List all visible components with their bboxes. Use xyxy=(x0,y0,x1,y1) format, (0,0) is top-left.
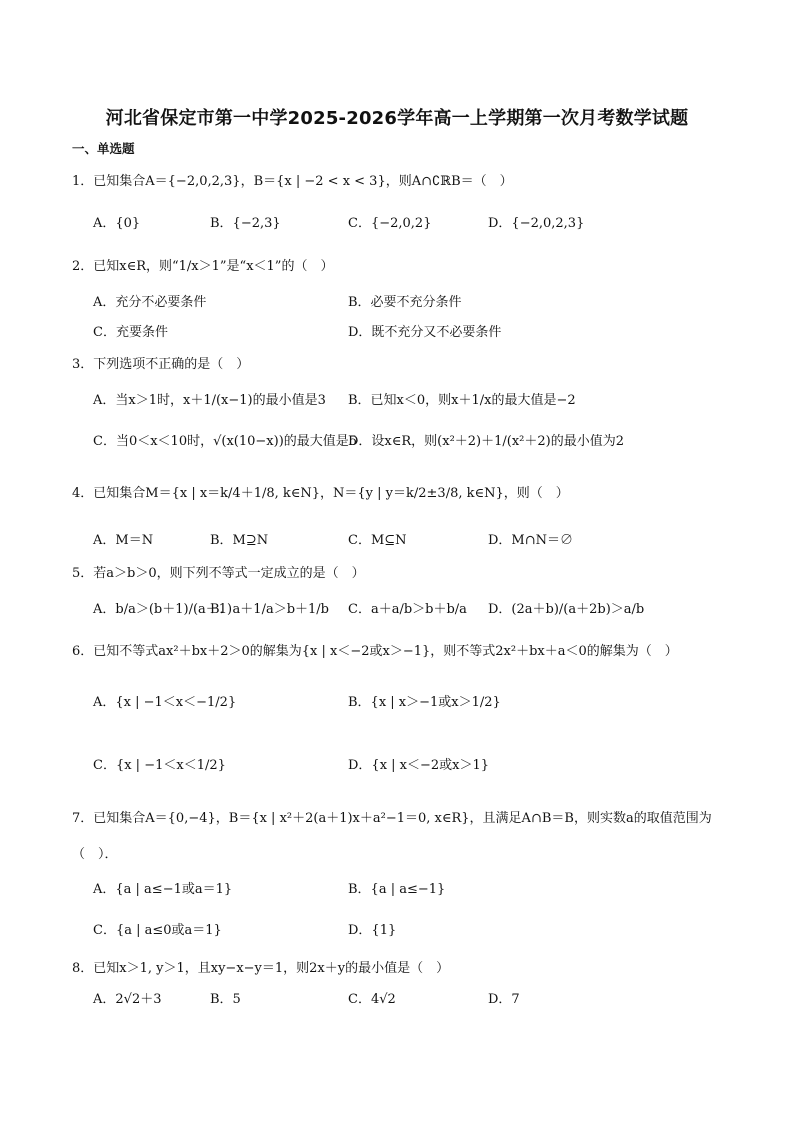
question-3-stem: 3．下列选项不正确的是（ ） xyxy=(72,357,250,372)
question-7-option-d[interactable]: D．{1} xyxy=(348,923,397,938)
question-1-option-d[interactable]: D．{−2,0,2,3} xyxy=(488,216,585,231)
question-2-option-a[interactable]: A．充分不必要条件 xyxy=(93,295,207,310)
question-8-option-a[interactable]: A．2√2＋3 xyxy=(93,992,162,1007)
question-5-stem: 5．若a＞b＞0，则下列不等式一定成立的是（ ） xyxy=(72,566,365,581)
question-2-stem: 2．已知x∈R，则“1/x＞1”是“x＜1”的（ ） xyxy=(72,259,334,274)
question-6-option-c[interactable]: C．{x | −1＜x＜1/2} xyxy=(93,758,226,773)
question-1-option-c[interactable]: C．{−2,0,2} xyxy=(348,216,432,231)
question-8-option-d[interactable]: D．7 xyxy=(488,992,520,1007)
question-5-option-d[interactable]: D．(2a＋b)/(a＋2b)＞a/b xyxy=(488,602,645,617)
question-6-stem: 6．已知不等式ax²＋bx＋2＞0的解集为{x | x＜−2或x＞−1}，则不等式2x²＋bx＋a＜0的解集为（ ） xyxy=(72,644,678,659)
question-7-option-a[interactable]: A．{a | a≤−1或a＝1} xyxy=(93,882,233,897)
question-8-stem: 8．已知x＞1, y＞1，且xy−x−y＝1，则2x＋y的最小值是（ ） xyxy=(72,961,450,976)
question-3-option-c[interactable]: C．当0＜x＜10时，√(x(10−x))的最大值是5 xyxy=(93,434,358,449)
question-6-option-a[interactable]: A．{x | −1＜x＜−1/2} xyxy=(93,695,237,710)
question-2-option-d[interactable]: D．既不充分又不必要条件 xyxy=(348,325,502,340)
question-3-option-b[interactable]: B．已知x＜0，则x＋1/x的最大值是−2 xyxy=(348,393,576,408)
question-5-option-c[interactable]: C．a＋a/b＞b＋b/a xyxy=(348,602,467,617)
section-heading: 一、单选题 xyxy=(72,141,135,156)
question-2-option-c[interactable]: C．充要条件 xyxy=(93,325,168,340)
question-4-option-a[interactable]: A．M＝N xyxy=(93,533,154,548)
question-4-option-c[interactable]: C．M⊆N xyxy=(348,533,407,548)
question-1-option-b[interactable]: B．{−2,3} xyxy=(210,216,281,231)
question-8-option-c[interactable]: C．4√2 xyxy=(348,992,396,1007)
question-3-option-d[interactable]: D．设x∈R，则(x²＋2)＋1/(x²＋2)的最小值为2 xyxy=(348,434,625,449)
page-title: 河北省保定市第一中学2025-2026学年高一上学期第一次月考数学试题 xyxy=(105,108,689,129)
question-4-option-b[interactable]: B．M⊇N xyxy=(210,533,269,548)
question-5-option-a[interactable]: A．b/a＞(b＋1)/(a＋1) xyxy=(93,602,233,617)
question-8-option-b[interactable]: B．5 xyxy=(210,992,241,1007)
question-6-option-d[interactable]: D．{x | x＜−2或x＞1} xyxy=(348,758,490,773)
question-7-stem: 7．已知集合A＝{0,−4}，B＝{x | x²＋2(a＋1)x＋a²−1＝0, x∈R}，且满足A∩B＝B，则实数a的取值范围为 xyxy=(72,811,712,826)
question-3-option-a[interactable]: A．当x＞1时，x＋1/(x−1)的最小值是3 xyxy=(93,393,326,408)
question-5-option-b[interactable]: B．a＋1/a＞b＋1/b xyxy=(210,602,329,617)
question-4-option-d[interactable]: D．M∩N＝∅ xyxy=(488,533,574,548)
question-7-option-b[interactable]: B．{a | a≤−1} xyxy=(348,882,446,897)
question-1-option-a[interactable]: A．{0} xyxy=(93,216,141,231)
question-2-option-b[interactable]: B．必要不充分条件 xyxy=(348,295,462,310)
question-7-option-c[interactable]: C．{a | a≤0或a＝1} xyxy=(93,923,222,938)
question-6-option-b[interactable]: B．{x | x＞−1或x＞1/2} xyxy=(348,695,501,710)
question-4-stem: 4．已知集合M＝{x | x＝k/4＋1/8, k∈N}，N＝{y | y＝k/2±3/8, k∈N}，则（ ） xyxy=(72,486,569,501)
question-7-stem-continued: （ ）． xyxy=(72,847,118,862)
question-1-stem: 1．已知集合A＝{−2,0,2,3}，B＝{x | −2 < x < 3}，则A∩∁ℝB＝（ ） xyxy=(72,174,513,189)
